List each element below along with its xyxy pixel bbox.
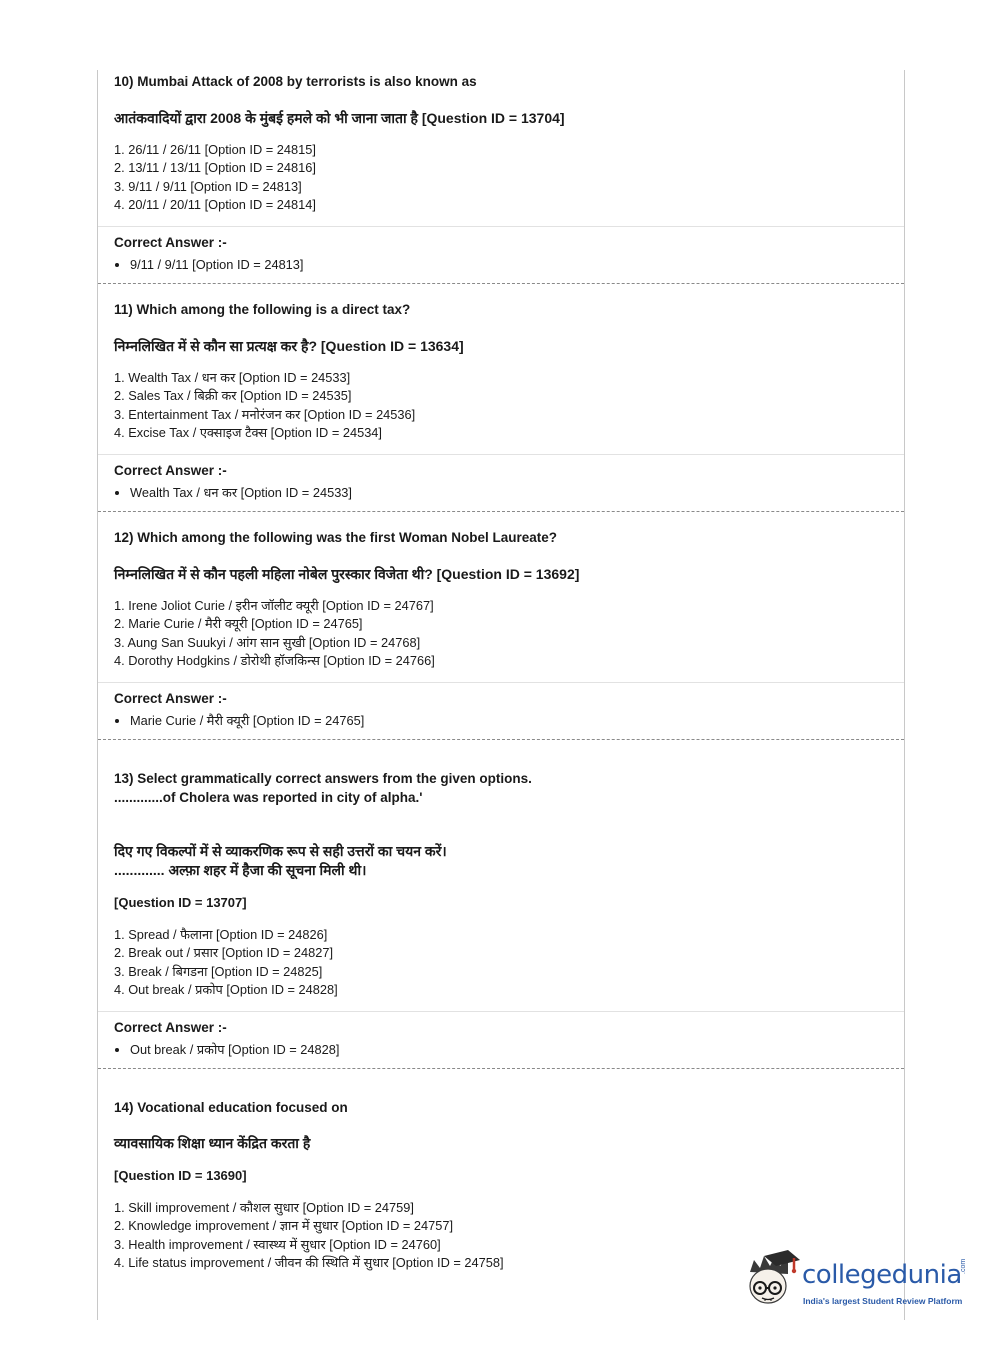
question-11-option-4: 4. Excise Tax / एक्साइज टैक्स [Option ID = 24534] [114,425,382,440]
question-10-option-3: 3. 9/11 / 9/11 [Option ID = 24813] [114,179,302,194]
question-10-correct-label: Correct Answer :- [114,235,227,250]
document-page [97,70,905,1320]
question-14-option-1: 1. Skill improvement / कौशल सुधार [Option ID = 24759] [114,1200,414,1215]
question-13-correct-value: Out break / प्रकोप [Option ID = 24828] [130,1042,340,1057]
bullet [115,263,119,267]
question-13-title: 13) Select grammatically correct answers from the given options. [114,771,532,786]
question-13-option-4: 4. Out break / प्रकोप [Option ID = 24828] [114,982,338,997]
question-11-option-1: 1. Wealth Tax / धन कर [Option ID = 24533] [114,370,351,385]
question-13-option-3: 3. Break / बिगडना [Option ID = 24825] [114,964,323,979]
question-13-id: [Question ID = 13707] [114,895,247,910]
question-12-hindi: निम्नलिखित में से कौन पहली महिला नोबेल पुरस्कार विजेता थी? [Question ID = 13692] [114,566,580,582]
separator [98,682,904,683]
question-11-option-3: 3. Entertainment Tax / मनोरंजन कर [Option ID = 24536] [114,407,416,422]
question-11-correct-value: Wealth Tax / धन कर [Option ID = 24533] [130,485,352,500]
question-14-hindi: व्यावसायिक शिक्षा ध्यान केंद्रित करता है [114,1135,311,1151]
question-10-option-2: 2. 13/11 / 13/11 [Option ID = 24816] [114,160,316,175]
question-13-correct-label: Correct Answer :- [114,1020,227,1035]
question-12-option-3: 3. Aung San Suukyi / आंग सान सुखी [Option ID = 24768] [114,635,421,650]
question-11-hindi: निम्नलिखित में से कौन सा प्रत्यक्ष कर है? [Question ID = 13634] [114,338,464,354]
question-10-title: 10) Mumbai Attack of 2008 by terrorists is also known as [114,74,477,89]
question-14-title: 14) Vocational education focused on [114,1100,348,1115]
question-10-correct-value: 9/11 / 9/11 [Option ID = 24813] [130,257,304,272]
question-14-id: [Question ID = 13690] [114,1168,247,1183]
question-10-option-4: 4. 20/11 / 20/11 [Option ID = 24814] [114,197,316,212]
logo-tagline: India's largest Student Review Platform [803,1296,963,1306]
bullet [115,491,119,495]
question-10-hindi: आतंकवादियों द्वारा 2008 के मुंबई हमले को भी जाना जाता है [Question ID = 13704] [114,110,565,126]
question-12-option-2: 2. Marie Curie / मैरी क्यूरी [Option ID = 24765] [114,616,363,631]
question-11-option-2: 2. Sales Tax / बिक्री कर [Option ID = 24535] [114,388,352,403]
separator [98,226,904,227]
question-13-option-2: 2. Break out / प्रसार [Option ID = 24827] [114,945,334,960]
logo-wordmark: collegedunia [802,1260,962,1290]
separator [98,454,904,455]
question-13-hindi: दिए गए विकल्पों में से व्याकरणिक रूप से सही उत्तरों का चयन करें। [114,843,447,859]
question-12-option-1: 1. Irene Joliot Curie / इरीन जॉलीट क्यूरी [Option ID = 24767] [114,598,434,613]
bullet [115,1048,119,1052]
separator [98,1011,904,1012]
bullet [115,719,119,723]
question-14-option-4: 4. Life status improvement / जीवन की स्थिति में सुधार [Option ID = 24758] [114,1255,504,1270]
mascot-icon [742,1250,802,1312]
question-divider [98,739,904,740]
question-13-hindi-line2: ............. अल्फ़ा शहर में हैजा की सूचना मिली थी। [114,862,367,878]
question-divider [98,511,904,512]
logo-suffix: .com [960,1258,967,1274]
question-14-option-2: 2. Knowledge improvement / ज्ञान में सुधार [Option ID = 24757] [114,1218,454,1233]
question-11-title: 11) Which among the following is a direct tax? [114,302,411,317]
question-divider [98,283,904,284]
question-12-correct-label: Correct Answer :- [114,691,227,706]
question-divider [98,1068,904,1069]
question-12-option-4: 4. Dorothy Hodgkins / डोरोथी हॉजकिन्स [Option ID = 24766] [114,653,435,668]
question-12-title: 12) Which among the following was the first Woman Nobel Laureate? [114,530,558,545]
question-11-correct-label: Correct Answer :- [114,463,227,478]
question-14-option-3: 3. Health improvement / स्वास्थ्य में सुधार [Option ID = 24760] [114,1237,441,1252]
question-13-option-1: 1. Spread / फैलाना [Option ID = 24826] [114,927,328,942]
question-10-option-1: 1. 26/11 / 26/11 [Option ID = 24815] [114,142,316,157]
collegedunia-logo[interactable] [742,1248,972,1316]
question-12-correct-value: Marie Curie / मैरी क्यूरी [Option ID = 24765] [130,713,365,728]
question-13-title-line2: .............of Cholera was reported in city of alpha.' [114,790,423,805]
